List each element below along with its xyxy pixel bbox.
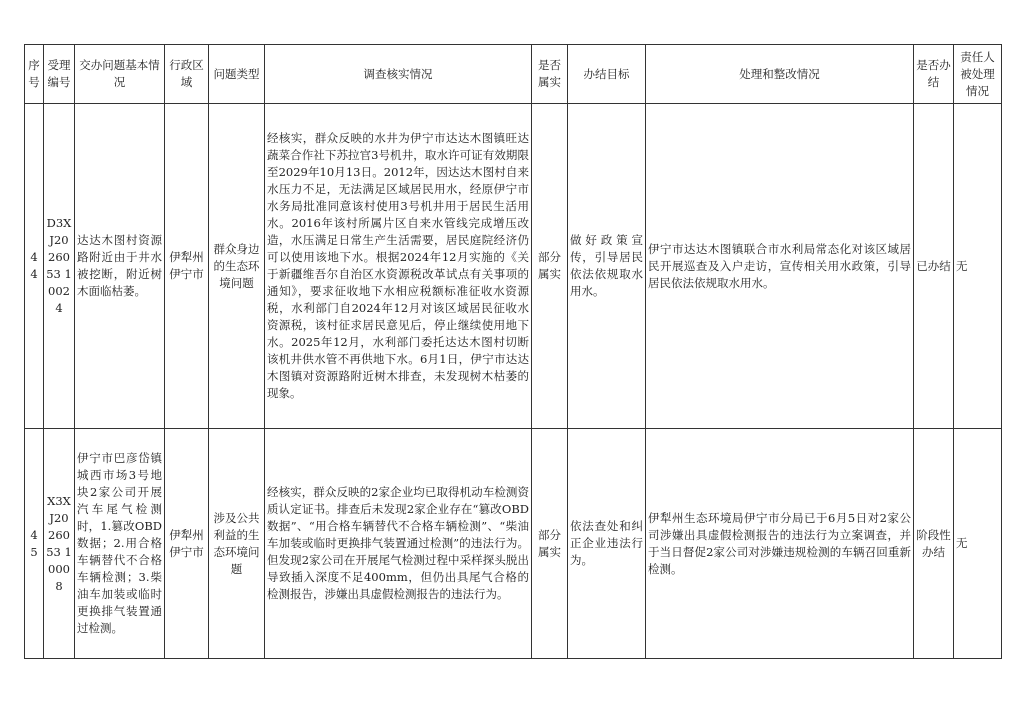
table-row bbox=[25, 429, 1002, 659]
header-accept-no: 受理编号 bbox=[44, 45, 75, 104]
row-issue: 达达木图村资源路附近由于井水被挖断，附近树木面临枯萎。 bbox=[75, 104, 165, 429]
row-region: 伊犁州伊宁市 bbox=[165, 429, 209, 659]
row-accept-no: D3XJ2026053 10024 bbox=[44, 104, 75, 429]
row-accept-no: X3XJ2026053 10008 bbox=[44, 429, 75, 659]
table-row bbox=[25, 104, 1002, 429]
header-goal: 办结目标 bbox=[568, 45, 646, 104]
row-handling: 伊宁市达达木图镇联合市水利局常态化对该区域居民开展巡查及入户走访，宣传相关用水政策，引导居民依法依规取水用水。 bbox=[646, 104, 914, 429]
header-investigation: 调查核实情况 bbox=[265, 45, 532, 104]
header-is-true: 是否属实 bbox=[532, 45, 568, 104]
header-type: 问题类型 bbox=[209, 45, 265, 104]
header-region: 行政区域 bbox=[165, 45, 209, 104]
row-accountability: 无 bbox=[954, 104, 1002, 429]
row-is-done: 已办结 bbox=[914, 104, 954, 429]
complaint-report-table bbox=[24, 44, 1002, 659]
header-accountability: 责任人被处理情况 bbox=[954, 45, 1002, 104]
header-no: 序号 bbox=[25, 45, 44, 104]
row-accountability: 无 bbox=[954, 429, 1002, 659]
row-is-done: 阶段性办结 bbox=[914, 429, 954, 659]
row-handling: 伊犁州生态环境局伊宁市分局已于6月5日对2家公司涉嫌出具虚假检测报告的违法行为立案调查，并于当日督促2家公司对涉嫌违规检测的车辆召回重新检测。 bbox=[646, 429, 914, 659]
row-type: 群众身边的生态环境问题 bbox=[209, 104, 265, 429]
row-region: 伊犁州伊宁市 bbox=[165, 104, 209, 429]
row-investigation: 经核实，群众反映的2家企业均已取得机动车检测资质认定证书。排查后未发现2家企业存在“篡改OBD数据”、“用合格车辆替代不合格车辆检测”、“柴油车加装或临时更换排气装置通过检测”的违法行为。但发现2家公司在开展尾气检测过程中采样探头脱出导致插入深度不足400mm，但仍出具尾气合格的检测报告，涉嫌出具虚假检测报告的违法行为。 bbox=[265, 429, 532, 659]
row-investigation: 经核实，群众反映的水井为伊宁市达达木图镇旺达蔬菜合作社下苏拉官3号机井，取水许可证有效期限至2029年10月13日。2012年，因达达木图村自来水压力不足，无法满足区域居民用水，经原伊宁市水务局批准同意该村使用3号机井用于居民生活用水。2016年该村所属片区自来水管线完成增压改造，水压满足日常生产生活需要，居民庭院经济仍可以使用该地下水。根据2024年12月实施的《关于新疆维吾尔自治区水资源税改革试点有关事项的通知》，要求征收地下水相应税额标准征收水资源税，水利部门自2024年12月对该区域居民征收水资源税，该村征求居民意见后，停止继续使用地下水。2025年12月，水利部门委托达达木图村切断该机井供水管不再供地下水。6月1日，伊宁市达达木图镇对资源路附近树木排查，未发现树木枯萎的现象。 bbox=[265, 104, 532, 429]
row-goal: 做好政策宣传，引导居民依法依规取水用水。 bbox=[568, 104, 646, 429]
row-goal: 依法查处和纠正企业违法行为。 bbox=[568, 429, 646, 659]
table-header-row bbox=[25, 45, 1002, 104]
header-is-done: 是否办结 bbox=[914, 45, 954, 104]
header-handling: 处理和整改情况 bbox=[646, 45, 914, 104]
row-no: 45 bbox=[25, 429, 44, 659]
row-is-true: 部分属实 bbox=[532, 104, 568, 429]
header-issue: 交办问题基本情况 bbox=[75, 45, 165, 104]
row-type: 涉及公共利益的生态环境问题 bbox=[209, 429, 265, 659]
row-no: 44 bbox=[25, 104, 44, 429]
row-issue: 伊宁市巴彦岱镇城西市场3号地块2家公司开展汽车尾气检测时，1.篡改OBD数据；2.用合格车辆替代不合格车辆检测；3.柴油车加装或临时更换排气装置通过检测。 bbox=[75, 429, 165, 659]
row-is-true: 部分属实 bbox=[532, 429, 568, 659]
